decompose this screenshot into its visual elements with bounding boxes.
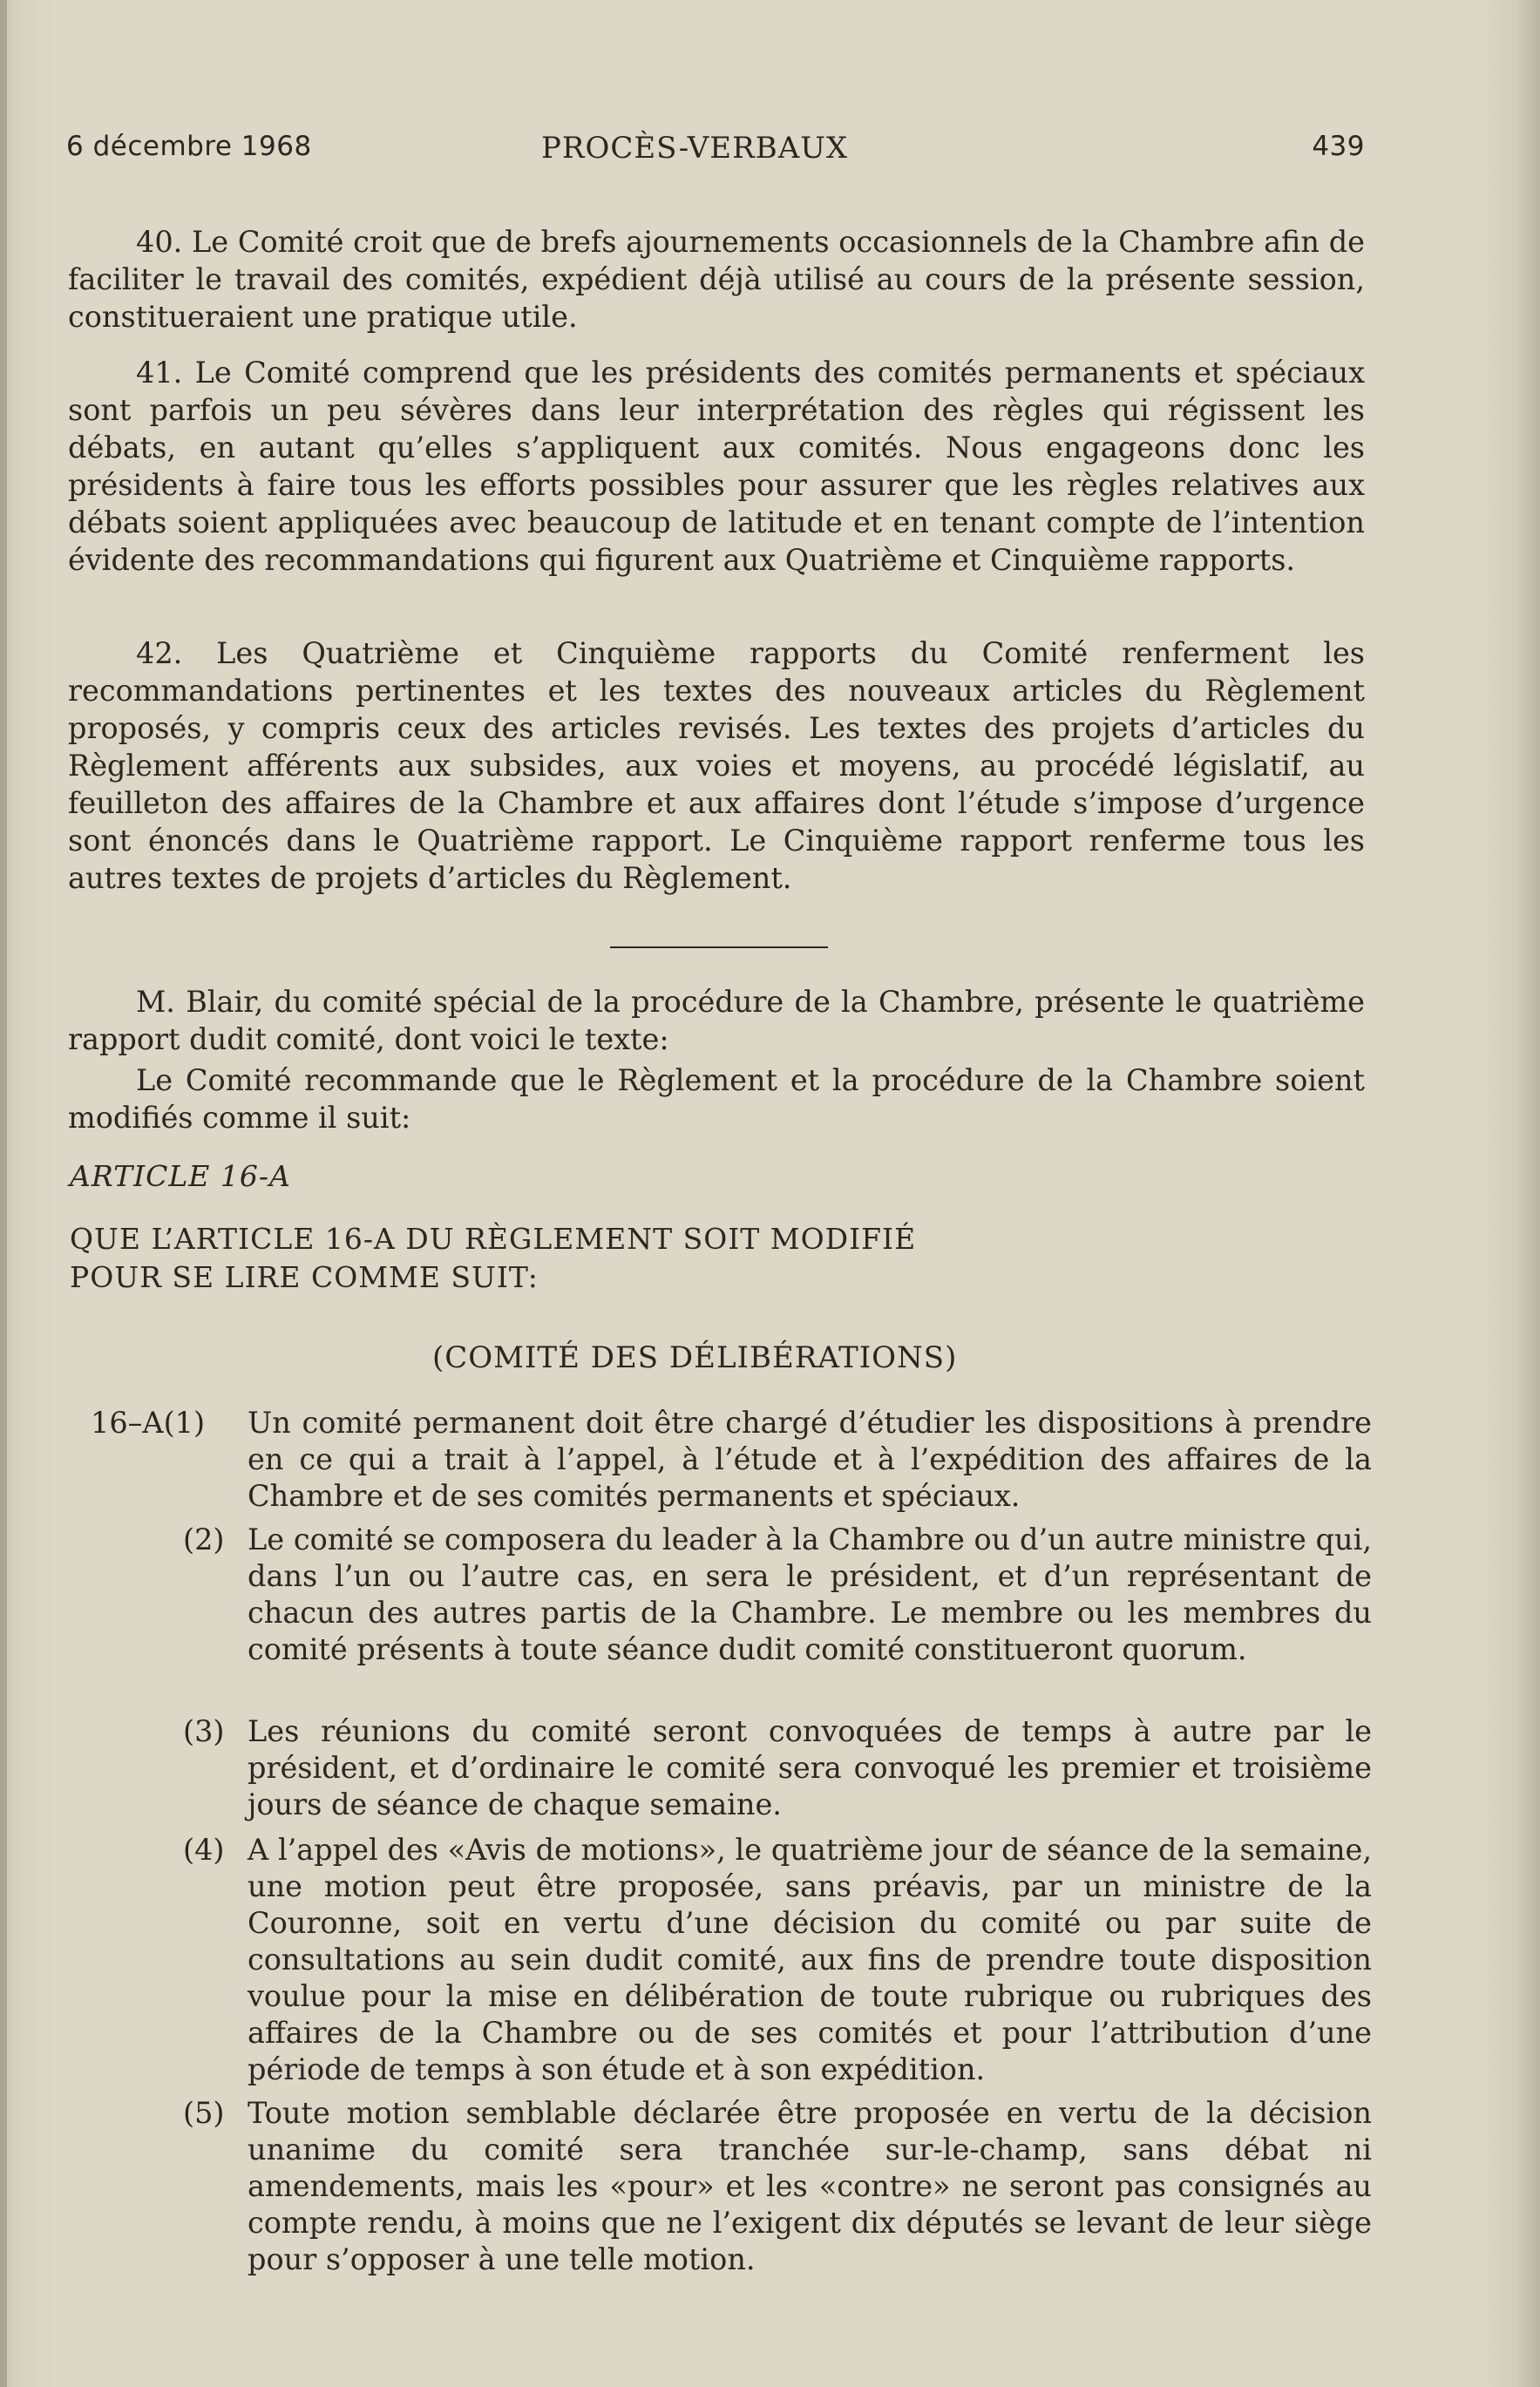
subsection-label: 16–A(1) xyxy=(91,1406,206,1440)
header-date: 6 décembre 1968 xyxy=(66,131,312,162)
report-intro-text: M. Blair, du comité spécial de la procédure de la Chambre, présente le quatrième rapport dudit comité, dont voici le texte: xyxy=(68,985,1365,1056)
subsection-text: Les réunions du comité seront convoquées de temps à autre par le président, et d’ordinaire le comité sera convoqué les premier et troisième jours de séance de chaque semaine. xyxy=(248,1714,1372,1821)
subsection-label: (2) xyxy=(183,1522,225,1556)
header-title: PROCÈS-VERBAUX xyxy=(541,131,849,166)
report-intro xyxy=(68,983,1365,1058)
paragraph-42-text: 42. Les Quatrième et Cinquième rapports du Comité renferment les recommandations pertinentes et les textes des nouveaux articles du Règlement proposés, y compris ceux des articles revisés. Les textes des projets d’articles du Règlement afférents aux subsides, aux voies et moyens, au procédé législatif, au feuilleton des affaires de la Chambre et aux affaires dont l’étude s’impose d’urgence sont énoncés dans le Quatrième rapport. Le Cinquième rapport renferme tous les autres textes de projets d’articles du Règlement. xyxy=(68,636,1365,895)
article-heading: ARTICLE 16-A xyxy=(70,1159,291,1193)
paragraph-41-text: 41. Le Comité comprend que les présidents des comités permanents et spéciaux sont parfois un peu sévères dans leur interprétation des règles qui régissent les débats, en autant qu’elles s’appliquent aux comités. Nous engageons donc les présidents à faire tous les efforts possibles pour assurer que les règles relatives aux débats soient appliquées avec beaucoup de latitude et en tenant compte de l’intention évidente des recommandations qui figurent aux Quatrième et Cinquième rapports. xyxy=(68,356,1365,577)
subsection-text: Le comité se composera du leader à la Chambre ou d’un autre ministre qui, dans l’un ou l’autre cas, en sera le président, et d’un représentant de chacun des autres partis de la Chambre. Le membre ou les membres du comité présents à toute séance dudit comité constitueront quorum. xyxy=(248,1522,1372,1666)
subsection-label: (5) xyxy=(183,2096,225,2130)
amendment-line-1: QUE L’ARTICLE 16-A DU RÈGLEMENT SOIT MODIFIÉ xyxy=(70,1222,917,1256)
report-recommendation-text: Le Comité recommande que le Règlement et la procédure de la Chambre soient modifiés comme il suit: xyxy=(68,1063,1365,1135)
subsection-text: Un comité permanent doit être chargé d’étudier les dispositions à prendre en ce qui a trait à l’appel, à l’étude et à l’expédition des affaires de la Chambre et de ses comités permanents et spéciaux. xyxy=(248,1406,1372,1513)
paragraph-41 xyxy=(68,354,1365,579)
subsection-text: Toute motion semblable déclarée être proposée en vertu de la décision unanime du comité sera tranchée sur-le-champ, sans débat ni amendements, mais les «pour» et les «contre» ne seront pas consignés au compte rendu, à moins que ne l’exigent dix députés se levant de leur siège pour s’opposer à une telle motion. xyxy=(248,2096,1372,2276)
subsection-text: A l’appel des «Avis de motions», le quatrième jour de séance de la semaine, une motion peut être proposée, sans préavis, par un ministre de la Couronne, soit en vertu d’une décision du comité ou par suite de consultations au sein dudit comité, aux fins de prendre toute disposition voulue pour la mise en délibération de toute rubrique ou rubriques des affaires de la Chambre ou de ses comités et pour l’attribution d’une période de temps à son étude et à son expédition. xyxy=(248,1833,1372,2086)
page-header xyxy=(66,131,1365,173)
binding-edge xyxy=(0,0,7,2387)
subsection-label: (3) xyxy=(183,1714,225,1748)
paragraph-40-text: 40. Le Comité croit que de brefs ajournements occasionnels de la Chambre afin de faciliter le travail des comités, expédient déjà utilisé au cours de la présente session, constitueraient une pratique utile. xyxy=(68,225,1365,334)
subsection-label: (4) xyxy=(183,1833,225,1867)
amendment-statement xyxy=(70,1220,916,1297)
paragraph-42 xyxy=(68,634,1365,897)
amendment-line-2: POUR SE LIRE COMME SUIT: xyxy=(70,1260,539,1294)
committee-title: (COMITÉ DES DÉLIBÉRATIONS) xyxy=(432,1340,958,1375)
section-divider xyxy=(610,946,828,948)
page-number: 439 xyxy=(1312,131,1365,162)
report-recommendation xyxy=(68,1061,1365,1136)
paragraph-40 xyxy=(68,223,1365,336)
